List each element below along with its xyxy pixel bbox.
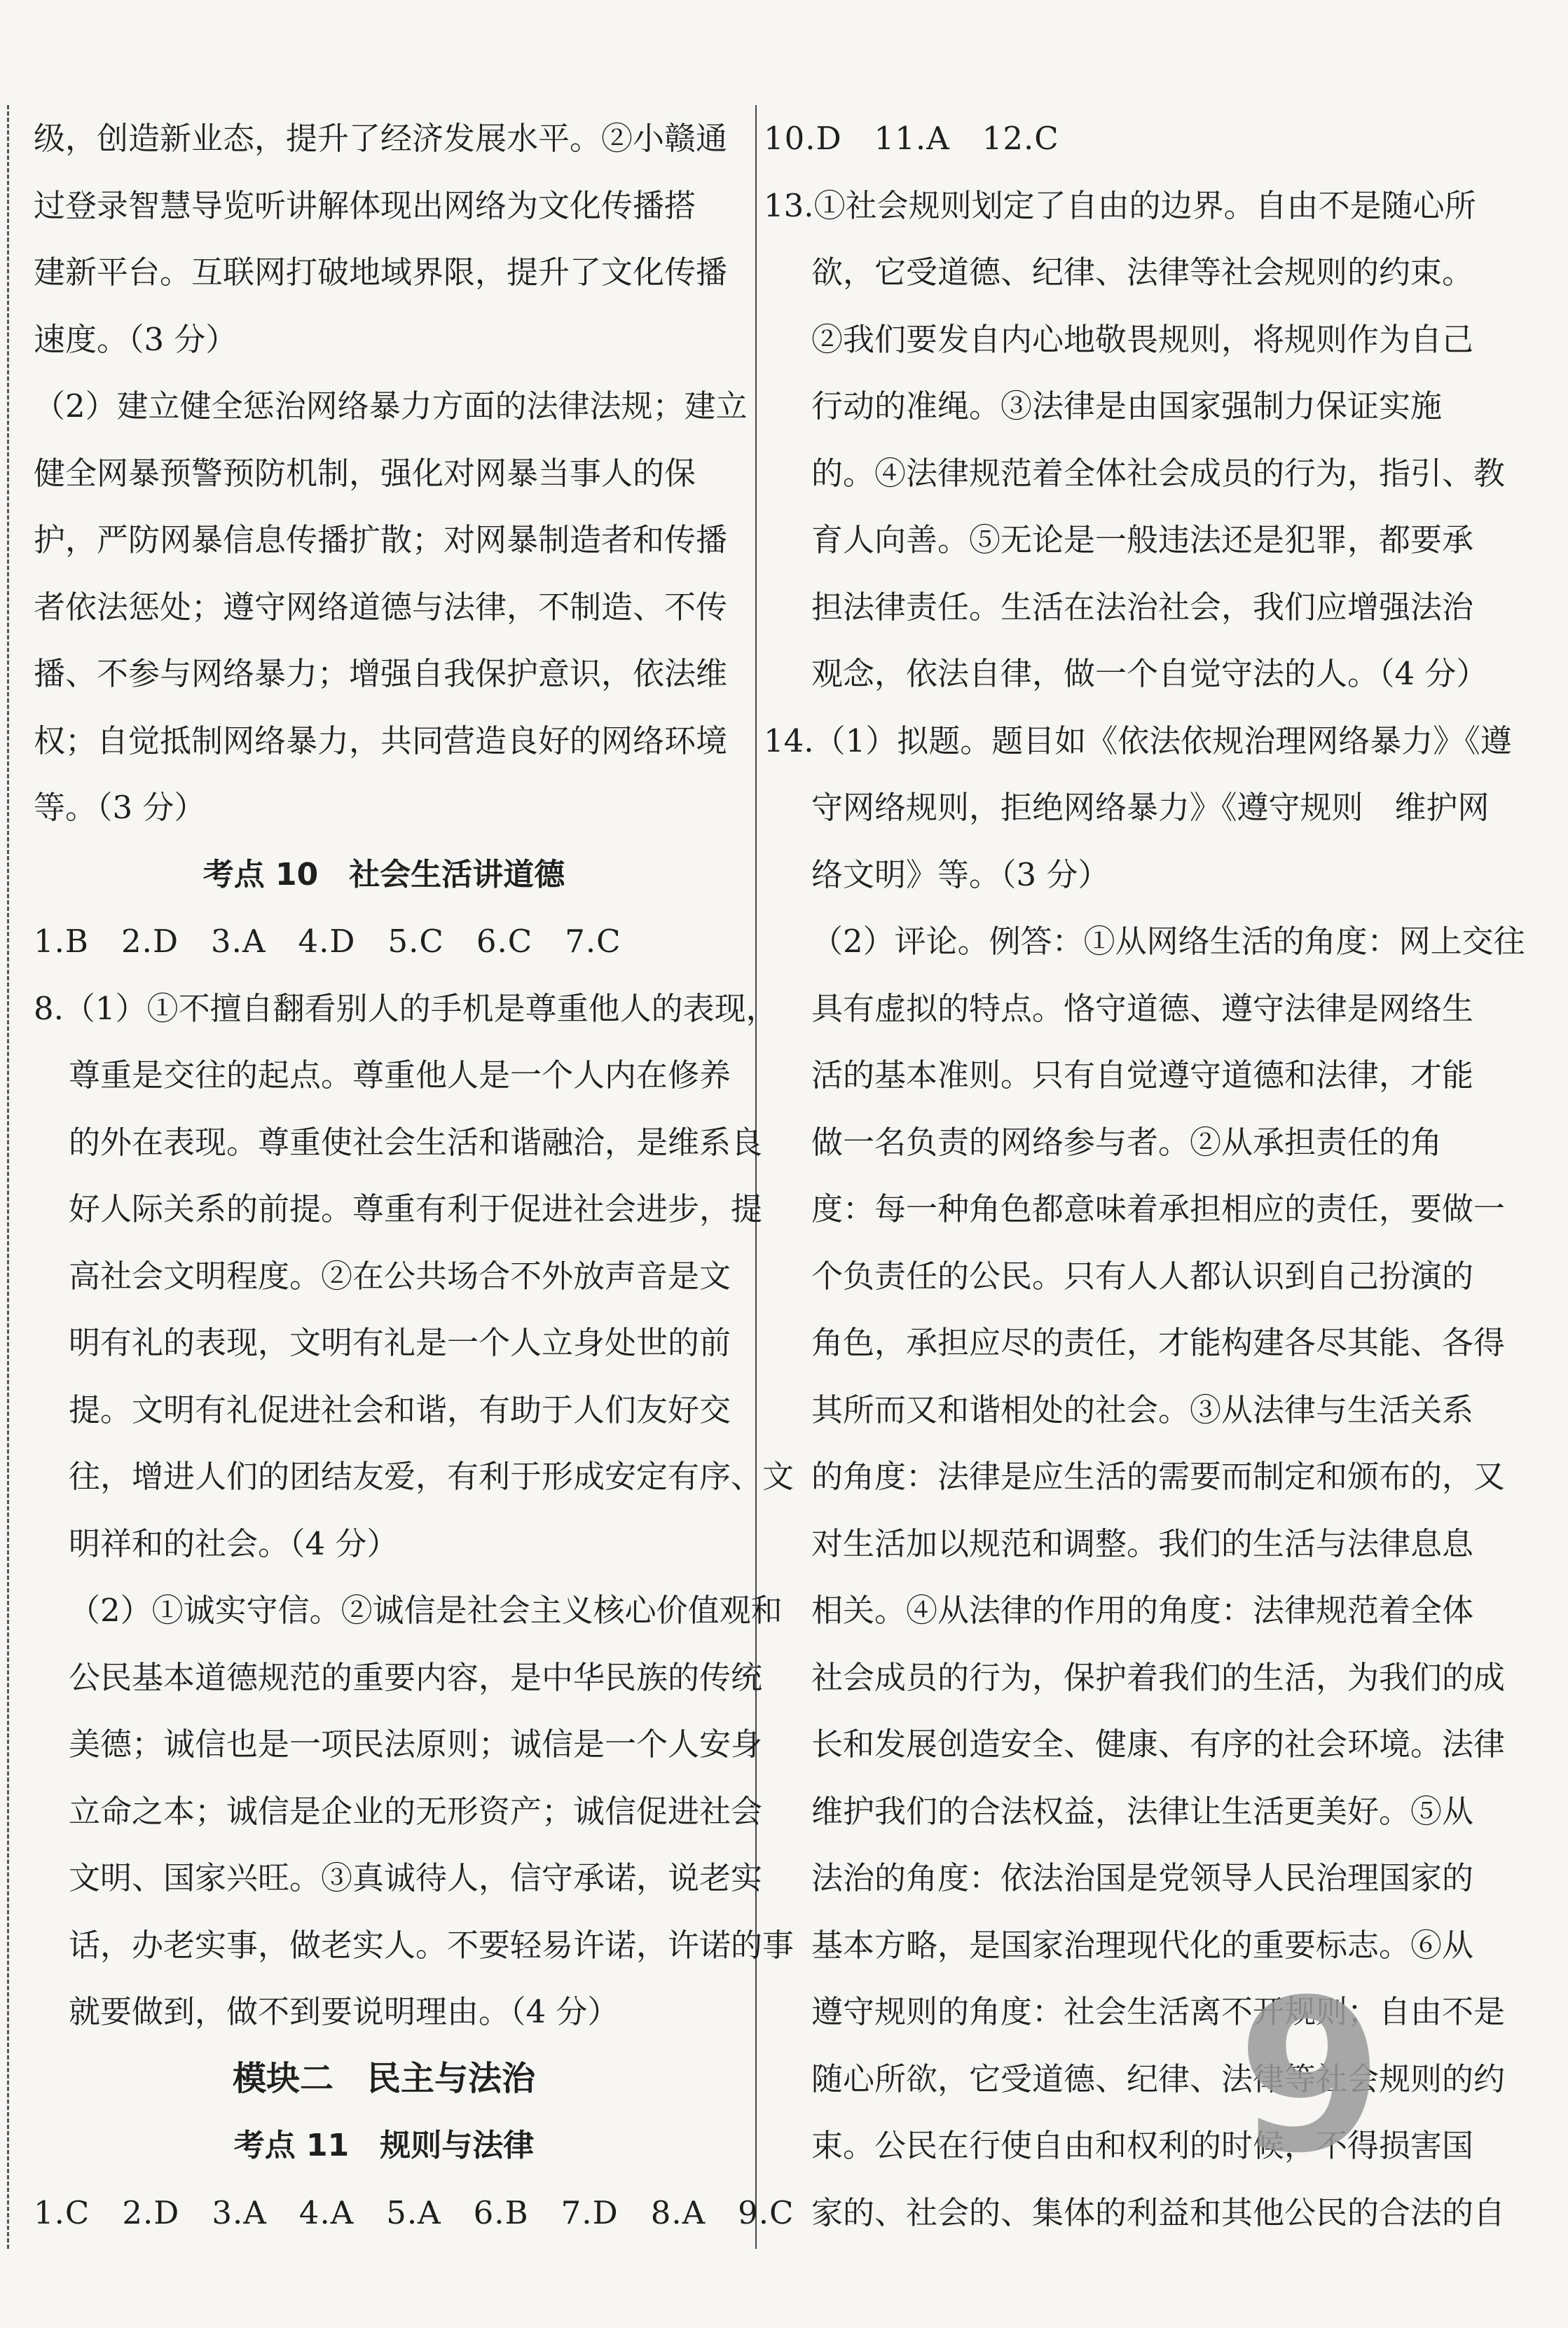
text-line: 健全网暴预警预防机制，强化对网暴当事人的保	[34, 454, 696, 492]
question-13-line: ②我们要发自内心地敬畏规则，将规则作为自己	[811, 320, 1474, 358]
module-heading: 模块二 民主与法治	[232, 2058, 535, 2098]
question-8-line: 美德；诚信也是一项民法原则；诚信是一个人安身	[69, 1726, 763, 1763]
binding-dashed-line	[7, 105, 9, 2249]
question-14-line: 守网络规则，拒绝网络暴力》《遵守规则 维护网	[811, 789, 1490, 826]
question-8-line: 文明、国家兴旺。③真诚待人，信守承诺，说老实	[69, 1859, 763, 1896]
question-14-line: 具有虚拟的特点。恪守道德、遵守法律是网络生	[811, 989, 1474, 1027]
question-14-line: 对生活加以规范和调整。我们的生活与法律息息	[811, 1524, 1474, 1562]
question-8-line: 立命之本；诚信是企业的无形资产；诚信促进社会	[69, 1792, 763, 1830]
question-14-line: 其所而又和谐相处的社会。③从法律与生活关系	[811, 1391, 1474, 1428]
question-8-line: 高社会文明程度。②在公共场合不外放声音是文	[69, 1257, 731, 1295]
question-8-line: （2）①诚实守信。②诚信是社会主义核心价值观和	[69, 1592, 783, 1629]
text-line: 护，严防网暴信息传播扩散；对网暴制造者和传播	[34, 521, 728, 558]
right-column	[764, 105, 1525, 2246]
question-13-line: 观念，依法自律，做一个自觉守法的人。（4 分）	[811, 655, 1488, 692]
question-14-line: 维护我们的合法权益，法律让生活更美好。⑤从	[811, 1792, 1474, 1830]
question-13-line: 育人向善。⑤无论是一般违法还是犯罪，都要承	[811, 521, 1474, 558]
question-8-line: 明有礼的表现，文明有礼是一个人立身处世的前	[69, 1324, 731, 1361]
answer-key-10: 1.B 2.D 3.A 4.D 5.C 6.C 7.C	[34, 923, 621, 960]
question-13-line: 欲，它受道德、纪律、法律等社会规则的约束。	[811, 254, 1474, 291]
text-line: 者依法惩处；遵守网络道德与法律，不制造、不传	[34, 588, 728, 626]
question-14-line: 相关。④从法律的作用的角度：法律规范着全体	[811, 1592, 1474, 1629]
question-8-line: 明祥和的社会。（4 分）	[69, 1524, 399, 1562]
question-14-line: 遵守规则的角度：社会生活离不开规则；自由不是	[811, 1993, 1506, 2030]
text-line: 等。（3 分）	[34, 789, 206, 826]
question-14-line: 活的基本准则。只有自觉遵守道德和法律，才能	[811, 1056, 1474, 1094]
text-line: （2）建立健全惩治网络暴力方面的法律法规；建立	[34, 387, 748, 425]
text-line: 播、不参与网络暴力；增强自我保护意识，依法维	[34, 655, 728, 692]
question-8-line: 8.（1）①不擅自翻看别人的手机是尊重他人的表现，	[34, 989, 778, 1027]
question-14-line: 角色，承担应尽的责任，才能构建各尽其能、各得	[811, 1324, 1506, 1361]
section-heading-11: 考点 11 规则与法律	[233, 2128, 535, 2163]
section-heading-10: 考点 10 社会生活讲道德	[202, 856, 565, 893]
question-13-line: 担法律责任。生活在法治社会，我们应增强法治	[811, 588, 1474, 626]
answer-key-10-12: 10.D 11.A 12.C	[764, 120, 1059, 157]
question-8-line: 就要做到，做不到要说明理由。（4 分）	[69, 1993, 619, 2030]
question-14-line: 法治的角度：依法治国是党领导人民治理国家的	[811, 1859, 1474, 1896]
question-8-line: 的外在表现。尊重使社会生活和谐融洽，是维系良	[69, 1123, 763, 1161]
question-8-line: 公民基本道德规范的重要内容，是中华民族的传统	[69, 1658, 763, 1696]
question-8-line: 提。文明有礼促进社会和谐，有助于人们友好交	[69, 1391, 731, 1428]
text-line: 级，创造新业态，提升了经济发展水平。②小赣通	[34, 120, 728, 157]
question-14-line: 络文明》等。（3 分）	[811, 855, 1110, 893]
question-13-line: 行动的准绳。③法律是由国家强制力保证实施	[811, 387, 1443, 425]
question-8-line: 往，增进人们的团结友爱，有利于形成安定有序、文	[69, 1458, 795, 1495]
question-14-line: 14.（1）拟题。题目如《依法依规治理网络暴力》《遵	[764, 722, 1512, 759]
question-14-line: 家的、社会的、集体的利益和其他公民的合法的自	[811, 2193, 1506, 2231]
question-14-line: 个负责任的公民。只有人人都认识到自己扮演的	[811, 1257, 1474, 1295]
question-14-line: 做一名负责的网络参与者。②从承担责任的角	[811, 1123, 1443, 1161]
question-14-line: 基本方略，是国家治理现代化的重要标志。⑥从	[811, 1926, 1474, 1964]
question-14-line: 社会成员的行为，保护着我们的生活，为我们的成	[811, 1658, 1506, 1696]
text-line: 速度。（3 分）	[34, 320, 238, 358]
question-8-line: 好人际关系的前提。尊重有利于促进社会进步，提	[69, 1190, 763, 1227]
question-14-line: （2）评论。例答：①从网络生活的角度：网上交往	[811, 923, 1525, 960]
left-column	[34, 105, 795, 2246]
text-line: 权；自觉抵制网络暴力，共同营造良好的网络环境	[34, 722, 728, 759]
text-line: 过登录智慧导览听讲解体现出网络为文化传播搭	[34, 186, 696, 224]
question-13-line: 13.①社会规则划定了自由的边界。自由不是随心所	[764, 186, 1476, 224]
question-14-line: 度：每一种角色都意味着承担相应的责任，要做一	[811, 1190, 1506, 1227]
question-13-line: 的。④法律规范着全体社会成员的行为，指引、教	[811, 454, 1506, 492]
question-14-line: 长和发展创造安全、健康、有序的社会环境。法律	[811, 1726, 1506, 1763]
page-number: 9	[1237, 1955, 1384, 2199]
question-8-line: 尊重是交往的起点。尊重他人是一个人内在修养	[69, 1056, 731, 1094]
question-14-line: 的角度：法律是应生活的需要而制定和颁布的，又	[811, 1458, 1506, 1495]
question-14-line: 束。公民在行使自由和权利的时候，不得损害国	[811, 2127, 1474, 2164]
question-14-line: 随心所欲，它受道德、纪律、法律等社会规则的约	[811, 2060, 1506, 2098]
question-8-line: 话，办老实事，做老实人。不要轻易许诺，许诺的事	[69, 1926, 795, 1964]
answer-key-11: 1.C 2.D 3.A 4.A 5.A 6.B 7.D 8.A 9.C	[34, 2193, 795, 2231]
text-line: 建新平台。互联网打破地域界限，提升了文化传播	[34, 254, 728, 291]
